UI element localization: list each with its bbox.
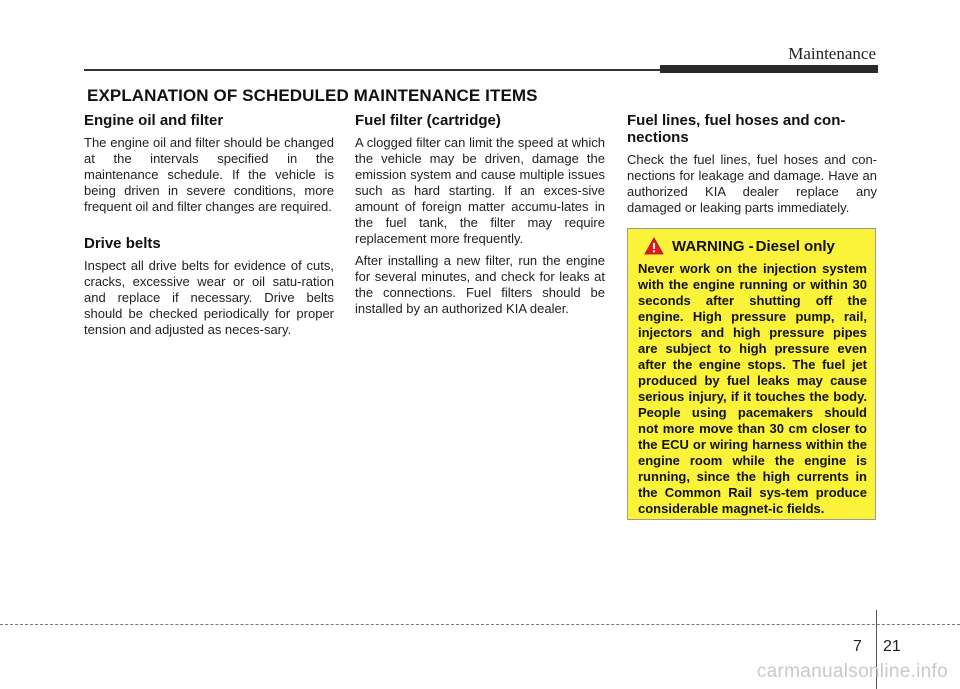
watermark: carmanualsonline.info bbox=[756, 661, 948, 682]
warning-sublabel: Diesel only bbox=[755, 237, 835, 255]
footer-divider bbox=[0, 624, 960, 625]
page-title: EXPLANATION OF SCHEDULED MAINTENANCE ITEMS bbox=[87, 86, 538, 105]
warning-triangle-icon bbox=[644, 237, 664, 255]
item-title: Drive belts bbox=[84, 235, 161, 252]
chapter-number: 7 bbox=[853, 638, 862, 655]
item-paragraph: Check the fuel lines, fuel hoses and con-nections for leakage and damage. Have an authorized KIA dealer replace any damaged or leaking parts immediately. bbox=[627, 152, 877, 215]
section-label: Maintenance bbox=[788, 44, 876, 63]
warning-text: Never work on the injection system with the engine running or within 30 seconds after shutting off the engine. High pressure pump, rail, injectors and high pressure pipes are subject to high pressure even after the engine stops. The fuel jet produced by fuel leaks may cause serious injury, if it touches the body. People using pacemakers should not more move than 30 cm closer to the ECU or wiring harness within the engine room while the engine is running, since the high currents in the Common Rail sys-tem produce considerable magnet-ic fields. bbox=[638, 261, 867, 516]
column-left bbox=[84, 112, 334, 344]
header-rule-thick bbox=[660, 65, 878, 73]
warning-header bbox=[638, 237, 867, 255]
page-number: 21 bbox=[883, 638, 901, 655]
item-title: Fuel filter (cartridge) bbox=[355, 112, 501, 129]
item-title: Fuel lines, fuel hoses and con-nections bbox=[627, 112, 846, 146]
header-rule bbox=[84, 69, 660, 71]
warning-box bbox=[627, 228, 876, 520]
column-right bbox=[627, 112, 877, 222]
warning-label: WARNING - bbox=[672, 237, 754, 255]
item-paragraph: The engine oil and filter should be changed at the intervals specified in the maintenance schedule. If the vehicle is being driven in severe conditions, more frequent oil and filter changes are required. bbox=[84, 135, 334, 214]
column-middle bbox=[355, 112, 605, 323]
item-paragraph: After installing a new filter, run the engine for several minutes, and check for leaks at the connections. Fuel filters should be installed by an authorized KIA dealer. bbox=[355, 253, 605, 316]
item-title: Engine oil and filter bbox=[84, 112, 224, 129]
item-paragraph: A clogged filter can limit the speed at which the vehicle may be driven, damage the emission system and cause multiple issues such as hard starting. If an exces-sive amount of foreign matter accumu-lates in the fuel tank, the filter may require replacement more frequently. bbox=[355, 135, 605, 246]
item-paragraph: Inspect all drive belts for evidence of cuts, cracks, excessive wear or oil satu-ration and replace if necessary. Drive belts should be checked periodically for proper tension and adjusted as neces-sary. bbox=[84, 258, 334, 337]
